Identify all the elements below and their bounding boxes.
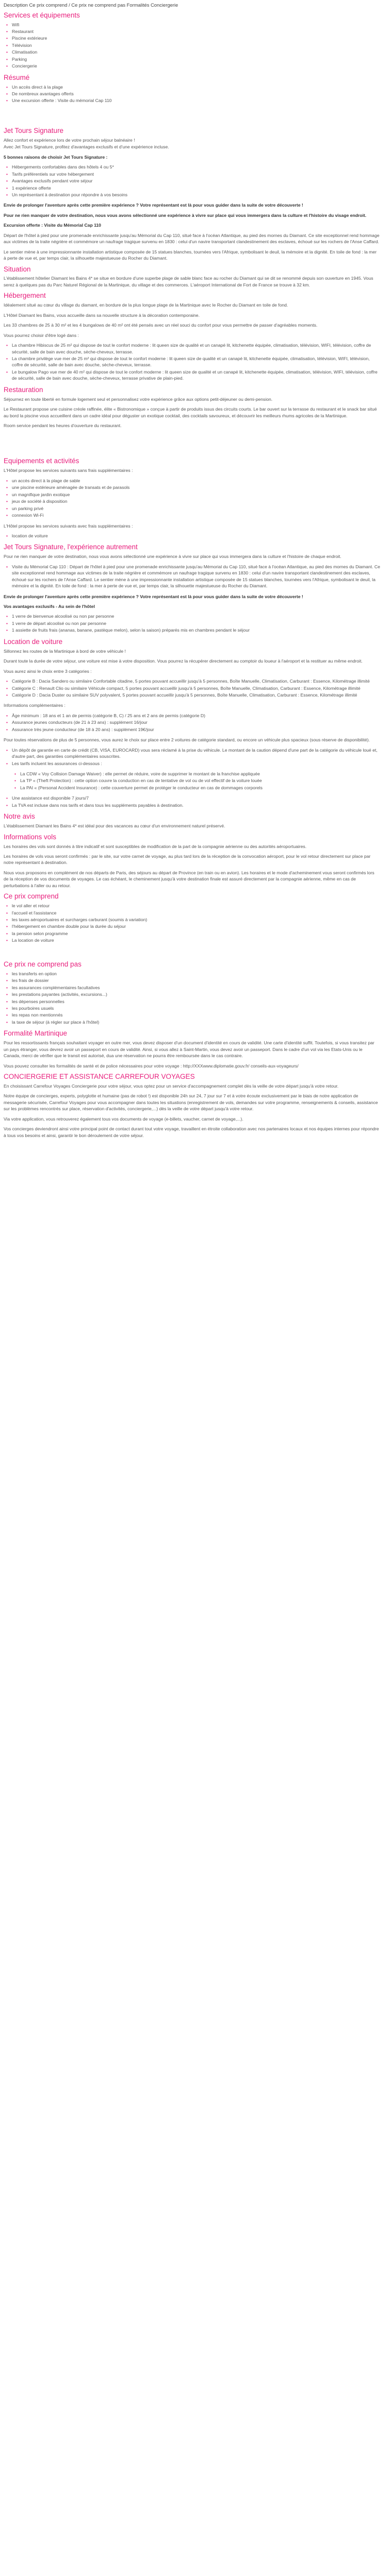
paragraph: 5 bonnes raisons de choisir Jet Tours Signature : (4, 154, 108, 160)
infos-vols-title: Informations vols (4, 833, 57, 841)
signature2-list (4, 564, 380, 589)
paragraph: Vous pourrez choisir d'être logé dans : (4, 332, 79, 338)
list-item: • Assurance jeunes conducteurs (de 21 à 23 ans) : supplément 16/jour (12, 719, 380, 725)
list-item: • location de voiture (12, 533, 380, 539)
list-item: • les transferts en option (12, 971, 380, 977)
list-item: • Un accès direct à la plage (12, 84, 380, 90)
paragraph: Pour ne rien manquer de votre destination, nous vous avons sélectionné une expérience à vivre sur place qui vous immergera dans la culture et l'histoire de chaque endroit. (4, 554, 341, 560)
paragraph: Allez confort et expérience lors de votre prochain séjour balnéaire ! (4, 137, 135, 143)
room-list (4, 342, 380, 382)
assistance-list (4, 795, 380, 808)
infos-complementaires-list (4, 713, 380, 733)
list-item: • 1 verre de bienvenue alcoolisé ou non par personne (12, 613, 380, 619)
list-item: • Catégorie D : Dacia Duster ou similaire SUV polyvalent, 5 portes pouvant accueillir jusqu'à 5 personnes, Boîte Manuelle, Climatisation, Carburant : Essence, Kilométrage illimité (12, 692, 380, 698)
list-item: • Les tarifs incluent les assurances ci-dessous : (12, 760, 380, 767)
signature2-title: Jet Tours Signature, l'expérience autrement (4, 543, 138, 551)
list-item: • les prestations payantes (activités, excursions...) (12, 991, 380, 997)
equipements-title: Equipements et activités (4, 457, 79, 465)
paragraph: Les 33 chambres de 25 à 30 m² et les 4 bungalows de 40 m² ont été pensés avec un réel souci du confort pour vous permettre de passer d'agréables moments. (4, 323, 318, 328)
paragraph: Les horaires des vols sont donnés à titre indicatif et sont susceptibles de modification de la part de la compagnie aérienne ou des autorités aéroportuaires. (4, 843, 307, 849)
list-item: • un parking privé (12, 505, 380, 512)
list-item: • Tarifs préférentiels sur votre hébergement (12, 171, 380, 177)
list-item: • La chambre privilège vue mer de 25 m² qui dispose de tout le confort moderne : lit queen size de qualité et un canapé lit, kitchenette équipée, climatisation, télévision, WIFI, télévision, coffre de sécurité, salle de bain avec douche, sèche-cheveux, terrasse. (12, 355, 380, 368)
signature-title: Jet Tours Signature (4, 126, 64, 134)
comprend-title: Ce prix comprend (4, 892, 59, 901)
list-item: • Un dépôt de garantie en carte de crédit (CB, VISA, EUROCARD) vous sera réclamé à la prise du véhicule. Le montant de la caution dépend d'une part de la catégorie du véhicule loué et, d'autre part, des garanties complémentaires souscrites. (12, 747, 380, 760)
list-item: • la pension selon programme (12, 930, 380, 937)
restauration-title: Restauration (4, 385, 43, 394)
paragraph: Vos concierges deviendront ainsi votre principal point de contact durant tout votre voyage, travaillent en étroite collaboration avec nos partenaires locaux et nos équipes internes pour répondre à tous vos besoins et ainsi, garantir le bon déroulement de votre séjour. (4, 1126, 379, 1138)
paragraph: Départ de l'hôtel à pied pour une promenade enrichissante jusqu'au Mémorial du Cap 110, situé face à l'océan Atlantique, au pied des mornes du Diamant. Ce site exceptionnel rend hommage aux victimes de la traite négrière et commémore un naufrage tragique survenu en 1830 : celui d'un navire transportant clandestinement des esclaves, échoué sur les rochers de l'Anse Caffard. (4, 232, 380, 245)
paragraph: Informations complémentaires : (4, 703, 66, 708)
list-item: • Le bungalow Pago vue mer de 40 m² qui dispose de tout le confort moderne : lit queen size de qualité et un canapé lit, kitchenette équipée, climatisation, télévision, WIFI, télévision, coffre de sécurité, salle de bain avec douche, sèche-cheveux, terrasse privative de plain-pied. (12, 369, 380, 382)
list-item: • l'accueil et l'assistance (12, 910, 380, 916)
list-item: • Hébergements confortables dans des hôtels 4 ou 5* (12, 164, 380, 170)
paragraph: L'Hôtel propose les services suivants avec frais supplémentaires : (4, 523, 133, 529)
list-item: • les repas non mentionnés (12, 1012, 380, 1018)
ne-comprend-list (4, 971, 380, 1026)
services-title: Services et équipements (4, 11, 80, 19)
list-item: • La location de voiture (12, 937, 380, 943)
hebergement-title: Hébergement (4, 292, 46, 300)
list-item: • Piscine extérieure (12, 35, 380, 41)
paragraph: Envie de prolonger l'aventure après cette première expérience ? Votre représentant est là pour vous guider dans la suite de votre découverte ! (4, 594, 303, 599)
list-item: • Catégorie B : Dacia Sandero ou similaire Confortable citadine, 5 portes pouvant accueillir jusqu'à 5 personnes, Boîte Manuelle, Climatisation, Carburant : Essence, Kilométrage illimité (12, 678, 380, 684)
list-item: • Wifi (12, 22, 380, 28)
resume-list (4, 84, 380, 104)
list-item: • 1 expérience offerte (12, 185, 380, 191)
location-title: Location de voiture (4, 637, 63, 646)
list-item: • Âge minimum : 18 ans et 1 an de permis (catégorie B, C) / 25 ans et 2 ans de permis (catégorie D) (12, 713, 380, 719)
paragraph: En choisissant Carrefour Voyages Conciergerie pour votre séjour, vous optez pour un service d'accompagnement complet dès la veille de votre départ jusqu'à votre retour. (4, 1083, 339, 1089)
list-item: • La CDW « Voy Collision Damage Waiver) : elle permet de réduire, voire de supprimer le montant de la franchise appliquée (20, 771, 380, 777)
paragraph: Notre équipe de concierges, experts, polyglotte et humaine (pas de robot !) est disponible 24h sur 24, 7 jour sur 7 et à votre écoute exclusivement par le biais de notre application de messagerie sécurisée, Carrefour Voyages pour vous accompagner dans toutes les situations (enregistrement de vols, demandes sur votre programme, renseignements & conseils, assistance sur les problèmes rencontrés sur place, réservation d'activités, conciergerie,...) dès la veille de votre départ jusqu'à votre retour. (4, 1093, 378, 1112)
list-item: • le vol aller et retour (12, 903, 380, 909)
paragraph: Le Restaurant propose une cuisine créole raffinée, élite « Bistronomique » conçue à partir de produits issus des circuits courts. Le bar ouvert sur la terrasse du restaurant et le snack bar situé au bord la piscine vous accueillent dans un cadre idéal pour déguster un exotique cocktail, des cocktails savoureux, et découvrir les meilleurs rhums agricoles de la Martinique. (4, 406, 377, 418)
paragraph: Vos avantages exclusifs - Au sein de l'hôtel (4, 604, 95, 609)
garanties-list (4, 747, 380, 767)
list-item: • un magnifique jardin exotique (12, 492, 380, 498)
list-item: • une piscine extérieure aménagée de transats et de parasols (12, 484, 380, 490)
paragraph: Durant toute la durée de votre séjour, une voiture est mise à votre disposition. Vous pourrez la récupérer directement au comptoir du loueur à l'aéroport et la restituer au même endroit. (4, 658, 363, 664)
list-item: • Parking (12, 56, 380, 62)
paragraph: Vous aurez ainsi le choix entre 3 catégories : (4, 668, 92, 674)
formalite-title: Formalité Martinique (4, 1029, 68, 1038)
list-item: • Restaurant (12, 28, 380, 35)
paragraph: Le sentier mène à une impressionnante installation artistique composée de 15 statues blanches, tournées vers l'Afrique, symbolisant le deuil, la mémoire et la dignité. En toile de fond : la mer à perte de vue et, par temps clair, la silhouette majestueuse du Rocher du Diamant. (4, 249, 377, 261)
paragraph: Nous vous proposons en complément de nos départs de Paris, des séjours au départ de Province (en train ou en avion). Les horaires et le mode d'acheminement vous seront confirmés lors de la réception de vos documents de voyages. Le cas échéant, le cheminement jusqu'à votre destination finale est assuré directement par la compagnie aérienne, même en cas de perturbations à l'aller ou au retour. (4, 870, 374, 888)
list-item: • jeux de société à disposition (12, 498, 380, 504)
list-item: • Télévision (12, 42, 380, 48)
list-item: • La PAI « (Personal Accident Insurance) : cette couverture permet de protéger le conducteur en cas de dommages corporels (20, 785, 380, 791)
list-item: • De nombreux avantages offerts (12, 91, 380, 97)
list-item: • Un représentant à destination pour répondre à vos besoins (12, 192, 380, 198)
list-item: • les assurances complémentaires facultatives (12, 985, 380, 991)
paragraph: Idéalement situé au cœur du village du diamant, en bordure de la plus longue plage de la Martinique avec le Rocher du Diamant en toile de fond. (4, 302, 288, 308)
list-item: • Assurance très jeune conducteur (de 18 à 20 ans) : supplément 19€/jour (12, 726, 380, 733)
comprend-list (4, 903, 380, 944)
paragraph: Excursion offerte : Visite du Mémorial Cap 110 (4, 223, 101, 228)
paragraph: Room service pendant les heures d'ouverture du restaurant. (4, 423, 122, 428)
list-item: • les pourboires usuels (12, 1005, 380, 1011)
list-item: • la taxe de séjour (à régler sur place à l'hôtel) (12, 1019, 380, 1025)
list-item: • les frais de dossier (12, 977, 380, 984)
avantages-list (4, 613, 380, 633)
paragraph: Via votre application, vous retrouverez également tous vos documents de voyage (e-billets, vaucher, carnet de voyage,...). (4, 1116, 243, 1122)
resume-title: Résumé (4, 73, 30, 81)
list-item: • 1 assiette de fruits frais (ananas, banane, pastèque melon), selon la saison) préparés mis en chambres pendant le séjour (12, 627, 380, 633)
list-item: • Climatisation (12, 49, 380, 55)
paragraph: Avec Jet Tours Signature, profitez d'avantages exclusifs et d'une expérience incluse. (4, 144, 169, 150)
list-item: • 1 verre de départ alcoolisé ou non par personne (12, 620, 380, 626)
list-item: • Une excursion offerte : Visite du mémorial Cap 110 (12, 97, 380, 104)
avis-title: Notre avis (4, 812, 35, 821)
paragraph: Les horaires de vols vous seront confirmés : par le site, sur votre carnet de voyage, au plus tard lors de la réception de la convocation aéroport, pour le vol retour directement sur place par notre représentant à destination. (4, 853, 371, 866)
services-list (4, 22, 380, 70)
list-item: • Catégorie C : Renault Clio ou similaire Véhicule compact, 5 portes pouvant accueillir jusqu'à 5 personnes, Boîte Manuelle, Climatisation, Carburant : Essence, Kilométrage illimité (12, 685, 380, 691)
list-item: • les taxes aéroportuaires et surcharges carburant (soumis à variation) (12, 917, 380, 923)
list-item: • Visite du Mémorial Cap 110 : Départ de l'hôtel à pied pour une promenade enrichissante jusqu'au Mémorial du Cap 110, situé face à l'océan Atlantique, au pied des mornes du Diamant. Ce site exceptionnel rend hommage aux victimes de la traite négrière et commémore un naufrage tragique survenu en 1830 : celui d'un navire transportant clandestinement des esclaves, échoué sur les rochers de l'Anse Caffard. Le sentier mène à une impressionnante installation artistique composée de 15 statues blanches, tournées vers l'Afrique, symbolisant le deuil, la mémoire et la dignité. En toile de fond : la mer à perte de vue et, par temps clair, la silhouette majestueuse du Rocher du Diamant. (12, 564, 380, 589)
list-item: • Une assistance est disponible 7 jours/7 (12, 795, 380, 801)
list-item: • La chambre Hibiscus de 25 m² qui dispose de tout le confort moderne : lit queen size de qualité et un canapé lit, kitchenette équipée, climatisation, télévision, WIFI, télévision, coffre de sécurité, salle de bain avec douche, sèche-cheveux, terrasse. (12, 342, 380, 355)
paragraph: L'établissement Diamant les Bains 4* est idéal pour des vacances au cœur d'un environnement naturel préservé. (4, 823, 225, 829)
paragraph: L'Hôtel propose les services suivants sans frais supplémentaires : (4, 468, 133, 473)
signature-list (4, 164, 380, 198)
paragraph: Pour toutes réservations de plus de 5 personnes, vous aurez le choix sur place entre 2 voitures de catégorie standard, ou encore un véhicule plus spacieux (sous réserve de disponibilité). (4, 737, 370, 743)
equipements-paid-list (4, 533, 380, 539)
categories-list (4, 678, 380, 698)
paragraph: Pour les ressortissants français souhaitant voyager en outre mer, vous devez disposer d'un document d'identité en cours de validité. Une carte d'identité suffit. Toutefois, si vous transitez par un pays étranger, vous devrez avoir un passeport en cours de validité. Ainsi, si vous allez à Saint-Martin, vous devez avoir un passeport. Dans le cadre d'un vol via les Etats-Unis ou le Canada, merci de vérifier que le transit est autorisé, dua une réservation ne pourra être remboursée dans le cas contraire. (4, 1040, 374, 1059)
list-item: • La TVA est incluse dans nos tarifs et dans tous les suppléments payables à destination. (12, 802, 380, 808)
list-item: • les dépenses personnelles (12, 998, 380, 1005)
list-item: • un accès direct à la plage de sable (12, 478, 380, 484)
equipements-list (4, 478, 380, 519)
list-item: • Conciergerie (12, 63, 380, 69)
situation-title: Situation (4, 265, 31, 273)
paragraph: Séjournez en toute liberté en formule logement seul et personnalisez votre expérience grâce aux options petit-déjeuner ou demi-pension. (4, 396, 273, 402)
ne-comprend-title: Ce prix ne comprend pas (4, 960, 82, 968)
list-item: • Avantages exclusifs pendant votre séjour (12, 178, 380, 184)
paragraph: Pour ne rien manquer de votre destination, nous vous avons sélectionné une expérience à vivre sur place qui vous immergera dans la culture et l'histoire du visage endroit. (4, 212, 367, 218)
breadcrumb[interactable]: Description Ce prix comprend / Ce prix ne comprend pas Formalités Conciergerie (4, 2, 178, 8)
conciergerie-title: CONCIERGERIE ET ASSISTANCE CARREFOUR VOYAGES (4, 1073, 195, 1080)
paragraph: L'établissement hôtelier Diamant les Bains 4* se situe en bordure d'une superbe plage de sable blanc face au rocher du Diamant qui se dit se renommé depuis son ouverture en 1945. Vous serez à quelques pas du Parc Naturel Régional de la Martinique, du village et des commerces. L'aéroport International de Fort de France se trouve à 32 km. (4, 276, 373, 287)
list-item: • l'hébergement en chambre double pour la durée du séjour (12, 923, 380, 929)
paragraph: Envie de prolonger l'aventure après cette première expérience ? Votre représentant est là pour vous guider dans la suite de votre découverte ! (4, 202, 303, 208)
list-item: • La TP « (Theft Protection) : cette option couvre la conduction en cas de tentative de vol ou de vol effectif de la voiture louée (20, 777, 380, 784)
list-item: • connexion Wi-Fi (12, 512, 380, 518)
paragraph: L'Hôtel Diamant les Bains, vous accueille dans sa nouvelle structure à la décoration contemporaine. (4, 312, 200, 318)
paragraph: Sillonnez les routes de la Martinique à bord de votre véhicule ! (4, 648, 126, 654)
page (0, 0, 384, 1153)
paragraph[interactable]: Vous pouvez consulter les formalités de santé et de police nécessaires pour votre voyage : http://XXXwww.diplomatie.gouv.fr/ conseils-aux-voyageurs/ (4, 1063, 299, 1069)
assurances-list (4, 771, 380, 791)
